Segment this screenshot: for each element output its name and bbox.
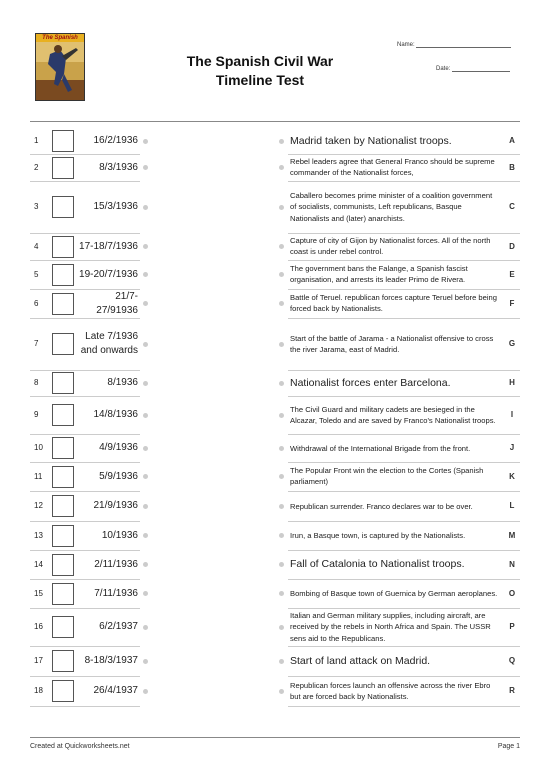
right-match-dot: [279, 244, 284, 249]
right-match-dot: [279, 165, 284, 170]
logo-text: The Spanish: [36, 34, 84, 42]
row-divider-left: [30, 434, 140, 435]
row-divider-left: [30, 462, 140, 463]
left-match-dot: [143, 139, 148, 144]
row-divider-left: [30, 676, 140, 677]
footer-page: Page 1: [497, 743, 520, 750]
left-match-dot: [143, 562, 148, 567]
row-number: 10: [34, 443, 43, 452]
answer-letter: K: [509, 471, 515, 481]
left-match-dot: [143, 533, 148, 538]
answer-letter: I: [510, 410, 514, 419]
row-number: 18: [34, 686, 43, 695]
left-match-dot: [143, 625, 148, 630]
row-divider-left: [30, 579, 140, 580]
answer-letter: R: [509, 686, 515, 695]
row-divider-right: [288, 646, 520, 647]
right-match-dot: [279, 205, 284, 210]
row-divider-left: [30, 491, 140, 492]
row-number: 17: [34, 656, 43, 665]
answer-letter: D: [509, 241, 515, 251]
left-match-dot: [143, 413, 148, 418]
answer-box[interactable]: [52, 293, 74, 315]
right-match-dot: [279, 272, 284, 277]
row-divider-right: [288, 676, 520, 677]
event-date: 5/9/1936: [99, 470, 138, 482]
event-description: Start of land attack on Madrid.: [290, 654, 431, 667]
answer-box[interactable]: [52, 236, 74, 258]
answer-letter: A: [509, 136, 515, 145]
row-divider-left: [30, 318, 140, 319]
logo-image: [36, 34, 84, 100]
event-date: 7/11/1936: [94, 587, 138, 599]
left-match-dot: [143, 446, 148, 451]
answer-letter: N: [509, 559, 515, 569]
row-number: 13: [34, 530, 43, 540]
row-divider-left: [30, 181, 140, 182]
row-divider-right: [288, 434, 520, 435]
event-date: 17-18/7/1936: [79, 240, 138, 252]
row-divider-left: [30, 646, 140, 647]
left-match-dot: [143, 381, 148, 386]
event-date: 21/9/1936: [93, 500, 138, 511]
left-match-dot: [143, 205, 148, 210]
answer-box[interactable]: [52, 466, 74, 488]
answer-letter: B: [509, 162, 515, 172]
row-divider-left: [30, 706, 140, 707]
right-match-dot: [279, 301, 284, 306]
header-divider: [30, 121, 520, 122]
page-title: [165, 52, 355, 90]
row-divider-left: [30, 608, 140, 609]
event-description: Caballero becomes prime minister of a coalition government of socialists, communists, Left republicans, Basque Nationalists and (later) anarchists.: [290, 191, 493, 223]
row-divider-right: [288, 233, 520, 234]
answer-letter: E: [509, 269, 515, 279]
answer-box[interactable]: [52, 554, 74, 576]
answer-letter: F: [509, 298, 515, 308]
event-date: Late 7/1936 and onwards: [80, 331, 138, 356]
row-divider-right: [288, 462, 520, 463]
row-divider-right: [288, 491, 520, 492]
answer-box[interactable]: [52, 196, 74, 218]
left-match-dot: [143, 659, 148, 664]
row-number: 3: [34, 202, 39, 211]
row-number: 1: [34, 136, 39, 145]
right-match-dot: [279, 381, 284, 386]
event-description: Bombing of Basque town of Guernica by German aeroplanes.: [290, 589, 498, 598]
answer-letter: M: [508, 530, 516, 540]
event-description: Irun, a Basque town, is captured by the Nationalists.: [290, 531, 466, 540]
right-match-dot: [279, 413, 284, 418]
event-date: 14/8/1936: [93, 409, 138, 420]
row-divider-left: [30, 233, 140, 234]
answer-box[interactable]: [52, 437, 74, 459]
right-match-dot: [279, 474, 284, 479]
row-divider-left: [30, 370, 140, 371]
event-description: Fall of Catalonia to Nationalist troops.: [290, 558, 465, 570]
event-date: 8/3/1936: [99, 161, 138, 173]
row-number: 9: [34, 410, 39, 419]
event-description: Madrid taken by Nationalist troops.: [290, 134, 452, 147]
answer-box[interactable]: [52, 680, 74, 702]
event-date: 8-18/3/1937: [84, 655, 138, 666]
left-match-dot: [143, 165, 148, 170]
answer-box[interactable]: [52, 525, 74, 547]
footer-divider: [30, 737, 520, 738]
event-description: Battle of Teruel. republican forces capture Teruel before being forced back by Nationalists.: [290, 293, 497, 314]
right-match-dot: [279, 625, 284, 630]
name-line[interactable]: [416, 41, 511, 48]
right-match-dot: [279, 591, 284, 596]
date-field[interactable]: [436, 65, 510, 72]
event-date: 19-20/7/1936: [79, 268, 138, 280]
answer-letter: L: [509, 501, 515, 510]
answer-box[interactable]: [52, 372, 74, 394]
row-number: 5: [34, 269, 39, 279]
event-date: 4/9/1936: [99, 442, 138, 453]
event-description: Capture of city of Gijon by Nationalist forces. All of the north coast is under rebel control.: [290, 236, 491, 257]
left-match-dot: [143, 301, 148, 306]
event-description: Rebel leaders agree that General Franco should be supreme commander of the Nationalist forces,: [290, 157, 495, 178]
left-match-dot: [143, 504, 148, 509]
left-match-dot: [143, 591, 148, 596]
row-divider-left: [30, 260, 140, 261]
right-match-dot: [279, 659, 284, 664]
event-description: Start of the battle of Jarama - a Nationalist offensive to cross the river Jarama, east of Madrid.: [290, 333, 494, 354]
row-divider-right: [288, 181, 520, 182]
name-field[interactable]: [397, 41, 511, 48]
event-description: Republican forces launch an offensive across the river Ebro but are forced back by Nationalists.: [290, 680, 491, 701]
left-match-dot: [143, 342, 148, 347]
row-number: 16: [34, 622, 43, 631]
event-description: Republican surrender. Franco declares war to be over.: [290, 501, 473, 511]
row-divider-right: [288, 521, 520, 522]
event-description: Nationalist forces enter Barcelona.: [290, 376, 451, 389]
event-date: 21/7-27/91936: [96, 290, 138, 316]
event-description: The Civil Guard and military cadets are besieged in the Alcazar, Toledo and are saved by Franco's Nationalist troops.: [290, 404, 496, 425]
right-match-dot: [279, 139, 284, 144]
event-description: The Popular Front win the election to the Cortes (Spanish parliament): [290, 466, 484, 487]
left-match-dot: [143, 272, 148, 277]
date-label: Date:: [436, 66, 451, 72]
answer-box[interactable]: [52, 333, 74, 355]
answer-letter: H: [509, 378, 515, 387]
answer-letter: Q: [508, 656, 516, 665]
row-divider-left: [30, 396, 140, 397]
row-divider-left: [30, 521, 140, 522]
row-divider-right: [288, 260, 520, 261]
logo: [35, 33, 85, 101]
row-divider-right: [288, 608, 520, 609]
row-number: 11: [34, 471, 43, 481]
right-match-dot: [279, 562, 284, 567]
right-match-dot: [279, 446, 284, 451]
row-divider-left: [30, 550, 140, 551]
answer-box[interactable]: [52, 130, 74, 152]
row-divider-right: [288, 370, 520, 371]
left-match-dot: [143, 689, 148, 694]
answer-letter: J: [509, 443, 515, 452]
row-number: 8: [34, 378, 39, 387]
row-divider-right: [288, 579, 520, 580]
answer-box[interactable]: [52, 583, 74, 605]
row-number: 6: [34, 298, 39, 308]
event-description: Withdrawal of the International Brigade from the front.: [290, 443, 471, 453]
right-match-dot: [279, 689, 284, 694]
event-date: 8/1936: [107, 377, 138, 388]
row-number: 12: [34, 501, 43, 510]
right-match-dot: [279, 533, 284, 538]
row-number: 14: [34, 559, 43, 569]
event-date: 15/3/1936: [93, 201, 138, 212]
left-match-dot: [143, 474, 148, 479]
row-number: 7: [34, 339, 39, 348]
event-description: Italian and German military supplies, including aircraft, are received by the rebels in North Africa and Spain. The USSR sens aid to the Republicans.: [290, 611, 491, 643]
right-match-dot: [279, 342, 284, 347]
row-number: 15: [34, 588, 43, 598]
date-line[interactable]: [452, 65, 510, 72]
event-description: The government bans the Falange, a Spanish fascist organisation, and arrests its leader Primo de Rivera.: [290, 264, 468, 285]
row-divider-right: [288, 318, 520, 319]
row-divider-right: [288, 289, 520, 290]
answer-letter: P: [509, 622, 515, 631]
row-number: 4: [34, 241, 39, 251]
answer-box[interactable]: [52, 404, 74, 426]
event-date: 26/4/1937: [93, 685, 138, 696]
row-divider-left: [30, 154, 140, 155]
answer-box[interactable]: [52, 495, 74, 517]
footer-credit: Created at Quickworksheets.net: [30, 743, 130, 750]
row-divider-right: [288, 154, 520, 155]
row-divider-right: [288, 396, 520, 397]
answer-box[interactable]: [52, 264, 74, 286]
name-label: Name:: [397, 42, 415, 48]
event-date: 2/11/1936: [94, 558, 138, 570]
answer-letter: C: [509, 202, 515, 211]
title-line-1: The Spanish Civil War: [186, 53, 334, 69]
answer-box[interactable]: [52, 616, 74, 638]
answer-box[interactable]: [52, 157, 74, 179]
event-date: 6/2/1937: [99, 621, 138, 632]
answer-letter: O: [508, 588, 516, 598]
right-match-dot: [279, 504, 284, 509]
row-divider-right: [288, 706, 520, 707]
title-line-2: Timeline Test: [215, 72, 305, 88]
event-date: 16/2/1936: [93, 135, 138, 146]
left-match-dot: [143, 244, 148, 249]
answer-letter: G: [508, 339, 516, 348]
answer-box[interactable]: [52, 650, 74, 672]
row-number: 2: [34, 162, 39, 172]
row-divider-right: [288, 550, 520, 551]
event-date: 10/1936: [101, 529, 138, 541]
